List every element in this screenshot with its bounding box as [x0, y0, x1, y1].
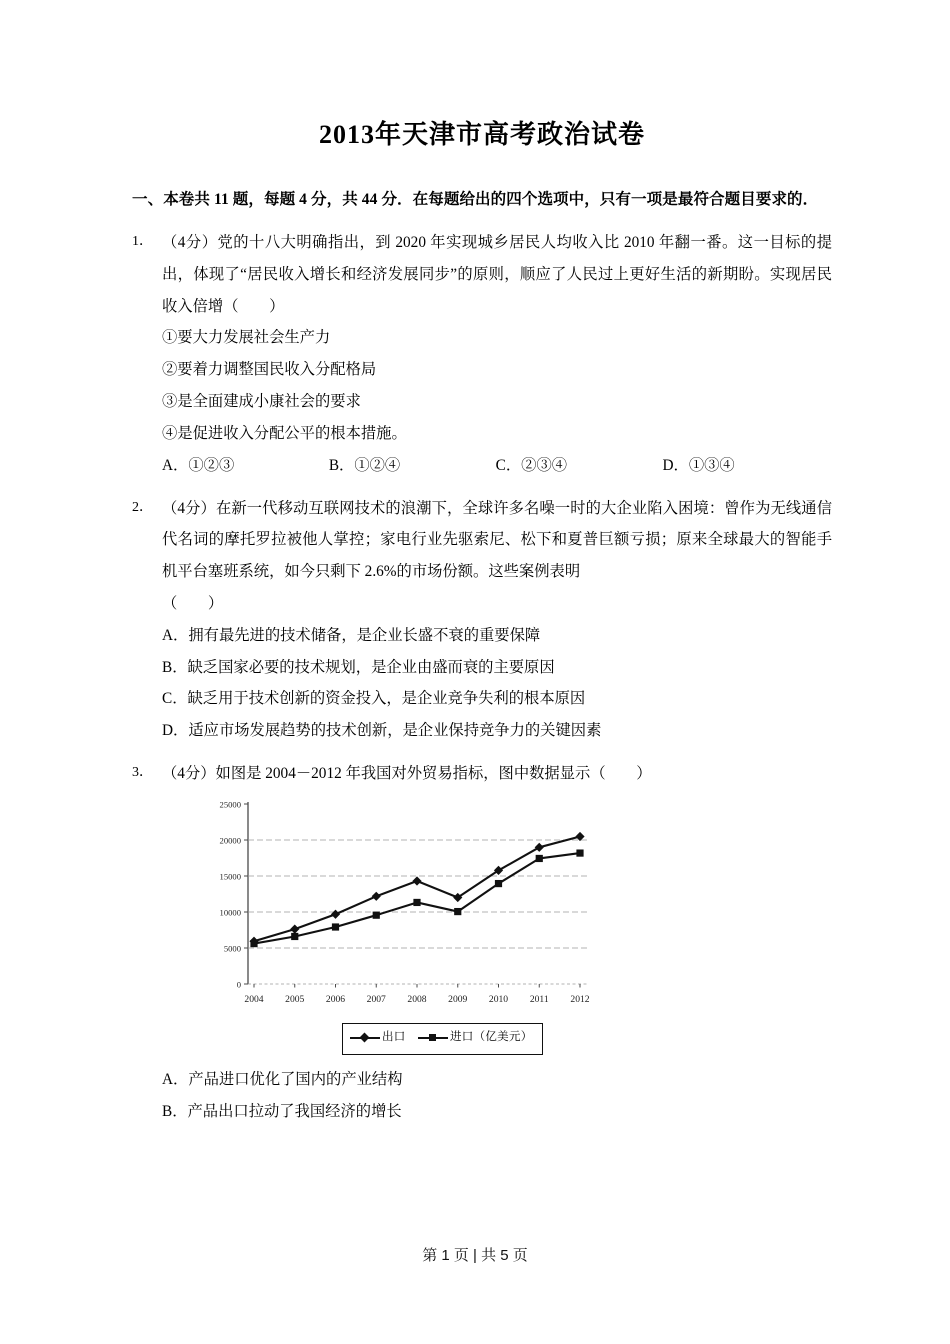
question-3 — [132, 758, 832, 1127]
question-2 — [132, 493, 832, 748]
question-1-option-b[interactable]: B．①②④ — [328, 456, 401, 474]
question-1-options — [162, 450, 832, 482]
svg-text:15000: 15000 — [219, 871, 241, 882]
question-3-stem: （4分）如图是 2004－2012 年我国对外贸易指标，图中数据显示（ ） — [162, 765, 652, 783]
question-1-option-d[interactable]: D．①③④ — [662, 456, 735, 474]
svg-text:2004: 2004 — [244, 993, 264, 1005]
question-1-option-a[interactable]: A．①②③ — [162, 456, 235, 474]
question-1 — [132, 227, 832, 482]
svg-text:2006: 2006 — [325, 993, 346, 1005]
question-2-option-d[interactable]: D．适应市场发展趋势的技术创新，是企业保持竞争力的关键因素 — [162, 722, 602, 740]
question-1-stem: （4分）党的十八大明确指出，到 2020 年实现城乡居民人均收入比 2010 年翻一番。这一目标的提出，体现了“居民收入增长和经济发展同步”的原则，顺应了人民过上更好生活的新期盼。实现居民收入倍增（ ） — [162, 234, 832, 315]
question-1-number: 1． — [132, 234, 153, 250]
legend-entry-import — [418, 1026, 533, 1051]
chart-canvas — [196, 794, 596, 1026]
foreign-trade-line-chart — [196, 794, 596, 1064]
page-footer: 第 1 页 | 共 5 页 — [422, 1247, 528, 1264]
square-marker-icon — [418, 1033, 448, 1043]
question-3-number: 3． — [132, 765, 153, 781]
svg-text:2011: 2011 — [529, 993, 549, 1005]
question-3-option-a[interactable]: A．产品进口优化了国内的产业结构 — [162, 1070, 403, 1088]
diamond-marker-icon — [350, 1033, 380, 1043]
question-2-option-b[interactable]: B．缺乏国家必要的技术规划，是企业由盛而衰的主要原因 — [162, 658, 555, 676]
legend-entry-export — [350, 1026, 406, 1051]
question-1-subitem: ③是全面建成小康社会的要求 — [162, 393, 361, 411]
question-1-body — [162, 227, 832, 482]
question-2-option-a[interactable]: A．拥有最先进的技术储备，是企业长盛不衰的重要保障 — [162, 626, 541, 644]
svg-text:2005: 2005 — [285, 993, 305, 1005]
question-3-option-b[interactable]: B．产品出口拉动了我国经济的增长 — [162, 1102, 402, 1120]
question-2-stem-tail: （ ） — [162, 594, 224, 612]
question-1-subitem: ①要大力发展社会生产力 — [162, 329, 331, 347]
question-2-number: 2． — [132, 499, 153, 515]
svg-text:2010: 2010 — [488, 993, 509, 1005]
question-1-subitem: ②要着力调整国民收入分配格局 — [162, 361, 377, 379]
question-2-body — [162, 493, 832, 748]
legend-label-export: 出口 — [382, 1030, 406, 1043]
page-title: 2013年天津市高考政治试卷 — [318, 120, 645, 149]
svg-text:25000: 25000 — [219, 799, 241, 810]
question-2-stem: （4分）在新一代移动互联网技术的浪潮下，全球许多名噪一时的大企业陷入困境：曾作为无线通信代名词的摩托罗拉被他人掌控；家电行业先驱索尼、松下和夏普巨额亏损；原来全球最大的智能手机平台塞班系统，如今只剩下 2.6%的市场份额。这些案例表明 — [162, 499, 832, 581]
chart-legend — [342, 1023, 543, 1055]
question-3-body — [162, 758, 832, 1127]
question-1-option-c[interactable]: C．②③④ — [495, 456, 568, 474]
document-body — [132, 0, 832, 1127]
svg-text:20000: 20000 — [219, 835, 241, 846]
svg-text:0: 0 — [236, 979, 241, 990]
question-2-option-c[interactable]: C．缺乏用于技术创新的资金投入，是企业竞争失利的根本原因 — [162, 690, 586, 708]
svg-text:2008: 2008 — [407, 993, 427, 1005]
svg-text:2009: 2009 — [448, 993, 468, 1005]
svg-text:5000: 5000 — [223, 943, 241, 954]
svg-text:10000: 10000 — [219, 907, 241, 918]
svg-text:2007: 2007 — [366, 993, 386, 1005]
section-header: 一、本卷共 11 题，每题 4 分，共 44 分．在每题给出的四个选项中，只有一项是最符合题目要求的． — [132, 190, 819, 208]
legend-label-import: 进口（亿美元） — [449, 1030, 533, 1043]
question-1-subitem: ④是促进收入分配公平的根本措施。 — [162, 424, 407, 442]
svg-text:2012: 2012 — [570, 993, 590, 1005]
